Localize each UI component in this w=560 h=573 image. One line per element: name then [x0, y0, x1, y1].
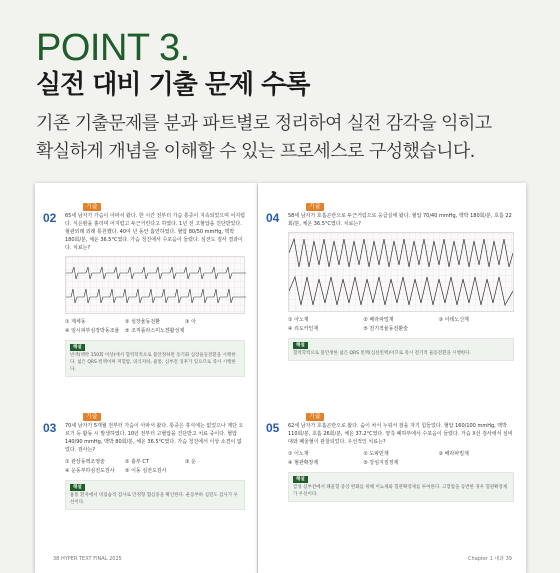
question-item	[266, 203, 514, 361]
answer-option[interactable]: ⑤ 전기적율동전환술	[363, 326, 409, 332]
question-tag: 기출	[306, 203, 324, 211]
question-item	[43, 203, 245, 377]
answer-option[interactable]: ④ 임시피부심장박동조율	[65, 328, 120, 334]
explanation-text: 흉통 환자에서 비침습적 검사로 안정형 협심증을 확인한다. 운동부하 심전도 검사가 우선이다.	[70, 493, 238, 505]
explanation-label: 해설	[293, 476, 308, 483]
answer-options	[65, 318, 245, 336]
question-number: 04	[266, 211, 280, 225]
section-title: 실전 대비 기출 문제 수록	[36, 70, 310, 100]
answer-option[interactable]: ① 아노재	[288, 317, 309, 323]
answer-option[interactable]: ③ 베라파밀재	[438, 451, 469, 457]
question-number: 03	[43, 421, 57, 435]
explanation-label: 해설	[70, 484, 85, 491]
answer-option[interactable]: ③ 운	[185, 459, 196, 465]
ecg-image	[288, 232, 514, 312]
question-tag: 기출	[83, 203, 101, 211]
answer-option[interactable]: ② 베라파밀재	[363, 317, 394, 323]
page-footer: 38 HYPER TEXT FINAL 2025	[53, 556, 122, 562]
answer-option[interactable]: ① 제세동	[65, 319, 86, 325]
question-item	[43, 413, 245, 510]
question-stem: 70세 남자가 5개월 전부터 가슴이 아파서 왔다. 통증은 휴식에는 없었으나 계단 오르기 등 활동 시 발생하였다. 10년 전부터 고혈압을 진단받고 치료 중이다. 혈압 140/90 mmHg, 맥박 80회/분, 체온 36.5°C였다. 가슴 청진에서 이상 소견이 없었다. 검사는?	[65, 423, 244, 453]
question-number: 05	[266, 421, 280, 435]
page-footer: Chapter 1 내과 39	[468, 556, 512, 562]
question-stem: 58세 남자가 호흡곤란으로 두근거림으로 응급실에 왔다. 혈압 70/40 mmHg, 맥박 180회/분, 호흡 22회/분, 체온 36.5°C였다. 치료는?	[288, 213, 512, 227]
answer-option[interactable]: ③ 아데노신재	[438, 317, 469, 323]
answer-options	[288, 450, 514, 468]
explanation-box	[288, 472, 514, 502]
question-number: 02	[43, 211, 57, 225]
question-tag: 기출	[306, 413, 324, 421]
answer-option[interactable]: ⑤ 조직플라스미노겐활성제	[125, 328, 185, 334]
answer-option[interactable]: ② 도파민재	[363, 451, 389, 457]
explanation-label: 해설	[70, 344, 85, 351]
answer-option[interactable]: ⑤ 강심지질정제	[363, 460, 399, 466]
explanation-text: 빈맥(맥박 150회 이상)에서 혈역학적으로 불안정하면 동기화 심장율동전환을 시행한다. 넓은 QRS 빈맥이며 저혈압, 의식저하, 흉통, 심부전 징후가 있으므로 즉시 시행한다.	[70, 353, 236, 372]
answer-option[interactable]: ④ 운동부하심전도검사	[65, 468, 115, 474]
question-tag: 기출	[83, 413, 101, 421]
description-line: 확실하게 개념을 이해할 수 있는 프로세스로 구성했습니다.	[36, 141, 475, 162]
left-page	[35, 183, 257, 573]
answer-option[interactable]: ③ 아	[185, 319, 196, 325]
question-item	[266, 413, 514, 502]
explanation-text: 혈역학적으로 불안정한 넓은 QRS 빈맥(심실빈맥)이므로 즉시 전기적 율동전환을 시행한다.	[293, 351, 472, 356]
answer-options	[288, 316, 514, 334]
answer-option[interactable]: ④ 리도카인재	[288, 326, 319, 332]
question-stem: 62세 남자가 호흡곤란으로 왔다. 숨이 차서 누워서 잠을 자기 힘들었다. 혈압 160/100 mmHg, 맥박 110회/분, 호흡 26회/분, 체온 37.2°C였다. 양측 폐하부에서 수포음이 들렸다. 가슴 X선 검사에서 심비대와 폐울혈이 관찰되었다. 우선적인 치료는?	[288, 423, 513, 445]
explanation-box	[65, 340, 245, 377]
answer-option[interactable]: ① 이노재	[288, 451, 309, 457]
point-label: POINT 3.	[36, 27, 190, 69]
answer-options	[65, 458, 245, 476]
explanation-label: 해설	[293, 342, 308, 349]
description	[36, 110, 536, 166]
answer-option[interactable]: ② 흉부 CT	[125, 459, 149, 465]
explanation-box	[288, 338, 514, 361]
answer-option[interactable]: ① 관상동맥조영술	[65, 459, 105, 465]
right-page	[258, 183, 526, 573]
ecg-image	[65, 256, 245, 314]
answer-option[interactable]: ② 심장율동전환	[125, 319, 161, 325]
answer-option[interactable]: ④ 혈관확장제	[288, 460, 319, 466]
question-stem: 65세 남자가 가슴이 아파서 왔다. 한 시간 전부터 가슴 통증이 지속되었으며 어지럽다. 식은땀을 흘리며 어지럽고 두근거린다고 하였다. 1년 전 고혈압을 진단받았다. 혈관외래 외래 통원했다. 40여 년 동안 흡연하였다. 혈압 80/50 mmHg, 맥박 180회/분, 체온 36.5°C였다. 가슴 청진에서 수포음이 들렸다. 심전도 검사 결과이다. 치료는?	[65, 213, 245, 251]
explanation-box	[65, 480, 245, 510]
explanation-text: 급성 심부전에서 폐울혈 증상 완화를 위해 이뇨제와 혈관확장제를 투여한다. 고혈압을 동반한 경우 혈관확장제가 우선이다.	[293, 485, 508, 497]
description-line: 기존 기출문제를 분과 파트별로 정리하여 실전 감각을 익히고	[36, 113, 492, 134]
answer-option[interactable]: ⑤ 이동 심전도검사	[125, 468, 167, 474]
